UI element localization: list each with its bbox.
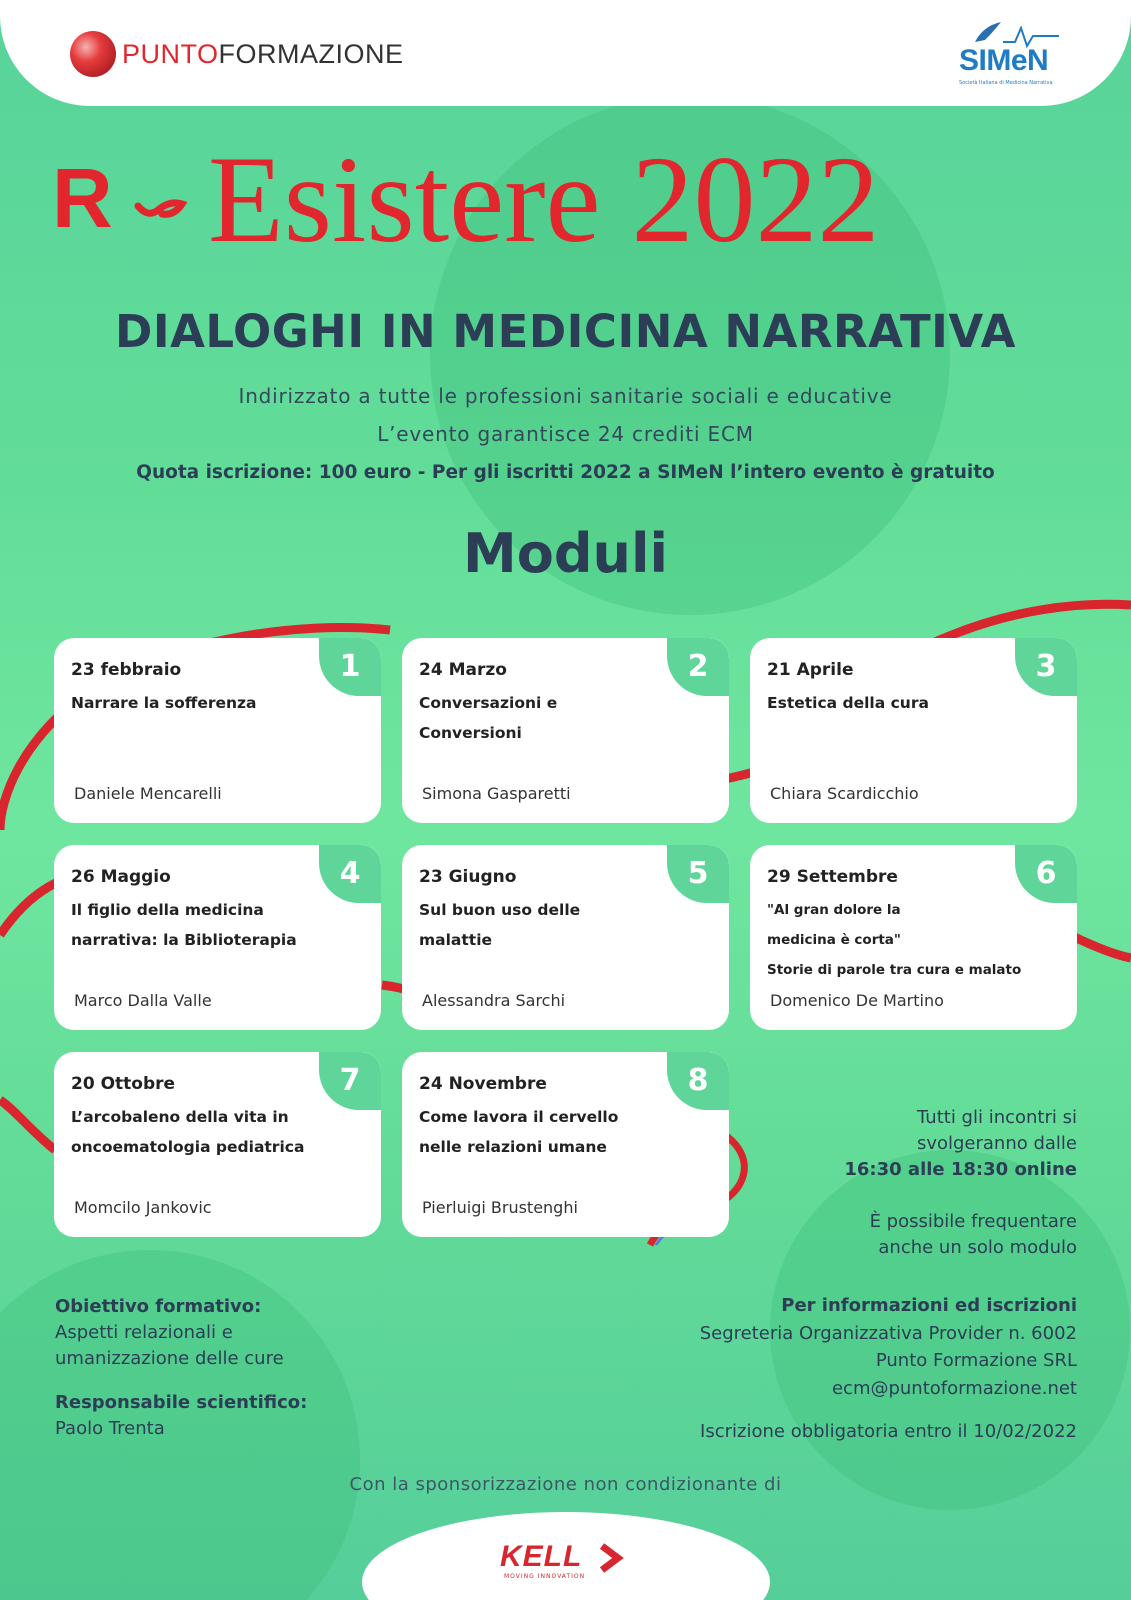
module-card (54, 1052, 381, 1237)
module-card (750, 638, 1077, 823)
module-date: 29 Settembre (767, 867, 898, 887)
title-main: Esistere 2022 (208, 131, 880, 268)
module-date: 21 Aprile (767, 660, 854, 680)
module-speaker: Domenico De Martino (770, 991, 944, 1010)
event-subtitle: DIALOGHI IN MEDICINA NARRATIVA (114, 305, 1017, 358)
company-name: Punto Formazione SRL (875, 1350, 1077, 1371)
module-number-badge: 6 (1015, 845, 1077, 903)
module-speaker: Marco Dalla Valle (74, 991, 212, 1010)
module-speaker: Alessandra Sarchi (422, 991, 566, 1010)
objective-text: umanizzazione delle cure (55, 1348, 284, 1369)
module-number-badge: 2 (667, 638, 729, 696)
kell-wordmark: KELL (500, 1540, 583, 1573)
module-title: Estetica della cura (767, 694, 929, 712)
module-card (402, 638, 729, 823)
module-date: 23 febbraio (71, 660, 182, 680)
simen-tagline: Società Italiana di Medicina Narrativa (959, 80, 1053, 86)
module-card (402, 845, 729, 1030)
single-module-note: anche un solo modulo (878, 1237, 1077, 1258)
kell-tagline: MOVING INNOVATION (504, 1573, 586, 1580)
schedule-time: 16:30 alle 18:30 online (844, 1159, 1077, 1180)
module-date: 24 Marzo (419, 660, 507, 680)
audience-text: Indirizzato a tutte le professioni sanitarie sociali e educative (238, 384, 893, 408)
scientific-name: Paolo Trenta (55, 1418, 165, 1439)
module-date: 24 Novembre (419, 1074, 547, 1094)
schedule-line: Tutti gli incontri si (917, 1107, 1077, 1128)
contact-block (700, 1292, 1077, 1446)
module-date: 23 Giugno (419, 867, 517, 887)
sponsor-text: Con la sponsorizzazione non condizionante di (349, 1474, 782, 1495)
objective-text: Aspetti relazionali e (55, 1322, 233, 1343)
module-title: Il figlio della medicina narrativa: la Biblioterapia (71, 901, 297, 949)
schedule-line: svolgeranno dalle (916, 1133, 1077, 1154)
contact-label: Per informazioni ed iscrizioni (781, 1295, 1077, 1316)
schedule-info (844, 1105, 1077, 1261)
module-number-badge: 5 (667, 845, 729, 903)
module-number-badge: 4 (319, 845, 381, 903)
module-number-badge: 3 (1015, 638, 1077, 696)
contact-email[interactable]: ecm@puntoformazione.net (831, 1377, 1077, 1399)
objective-label: Obiettivo formativo: (55, 1296, 262, 1317)
provider-text: Segreteria Organizzativa Provider n. 6002 (699, 1322, 1077, 1344)
module-title: Narrare la sofferenza (71, 694, 257, 712)
module-speaker: Chiara Scardicchio (770, 784, 919, 803)
module-title: "Al gran dolore la medicina è corta" (767, 902, 901, 948)
title-prefix: R (52, 151, 113, 245)
logo-text: PUNTOFORMAZIONE (122, 38, 404, 69)
module-title-secondary: Storie di parole tra cura e malato (767, 962, 1022, 978)
module-speaker: Simona Gasparetti (422, 784, 571, 803)
module-number-badge: 1 (319, 638, 381, 696)
module-speaker: Momcilo Jankovic (74, 1198, 212, 1217)
fee-text: Quota iscrizione: 100 euro - Per gli iscritti 2022 a SIMeN l’intero evento è gratuito (136, 462, 995, 483)
module-title: L’arcobaleno della vita in oncoematologia pediatrica (71, 1108, 305, 1156)
modules-heading: Moduli (463, 522, 668, 585)
module-card (750, 845, 1077, 1030)
module-card (54, 845, 381, 1030)
module-speaker: Pierluigi Brustenghi (422, 1198, 578, 1217)
kell-logo (500, 1540, 640, 1584)
chevron-right-icon (598, 1542, 628, 1576)
objective-block (55, 1294, 307, 1442)
module-number-badge: 8 (667, 1052, 729, 1110)
module-date: 20 Ottobre (71, 1074, 176, 1094)
module-card (54, 638, 381, 823)
module-speaker: Daniele Mencarelli (74, 784, 222, 803)
scientific-label: Responsabile scientifico: (55, 1392, 308, 1413)
module-title: Come lavora il cervello nelle relazioni umane (419, 1108, 619, 1156)
module-number-badge: 7 (319, 1052, 381, 1110)
module-title: Sul buon uso delle malattie (419, 901, 581, 949)
module-card (402, 1052, 729, 1237)
module-title: Conversazioni e Conversioni (419, 694, 558, 742)
module-date: 26 Maggio (71, 867, 171, 887)
registration-deadline: Iscrizione obbligatoria entro il 10/02/2022 (700, 1421, 1077, 1442)
single-module-note: È possibile frequentare (869, 1211, 1077, 1232)
credits-text: L’evento garantisce 24 crediti ECM (377, 422, 754, 446)
simen-wordmark: SIMeN (959, 44, 1049, 77)
